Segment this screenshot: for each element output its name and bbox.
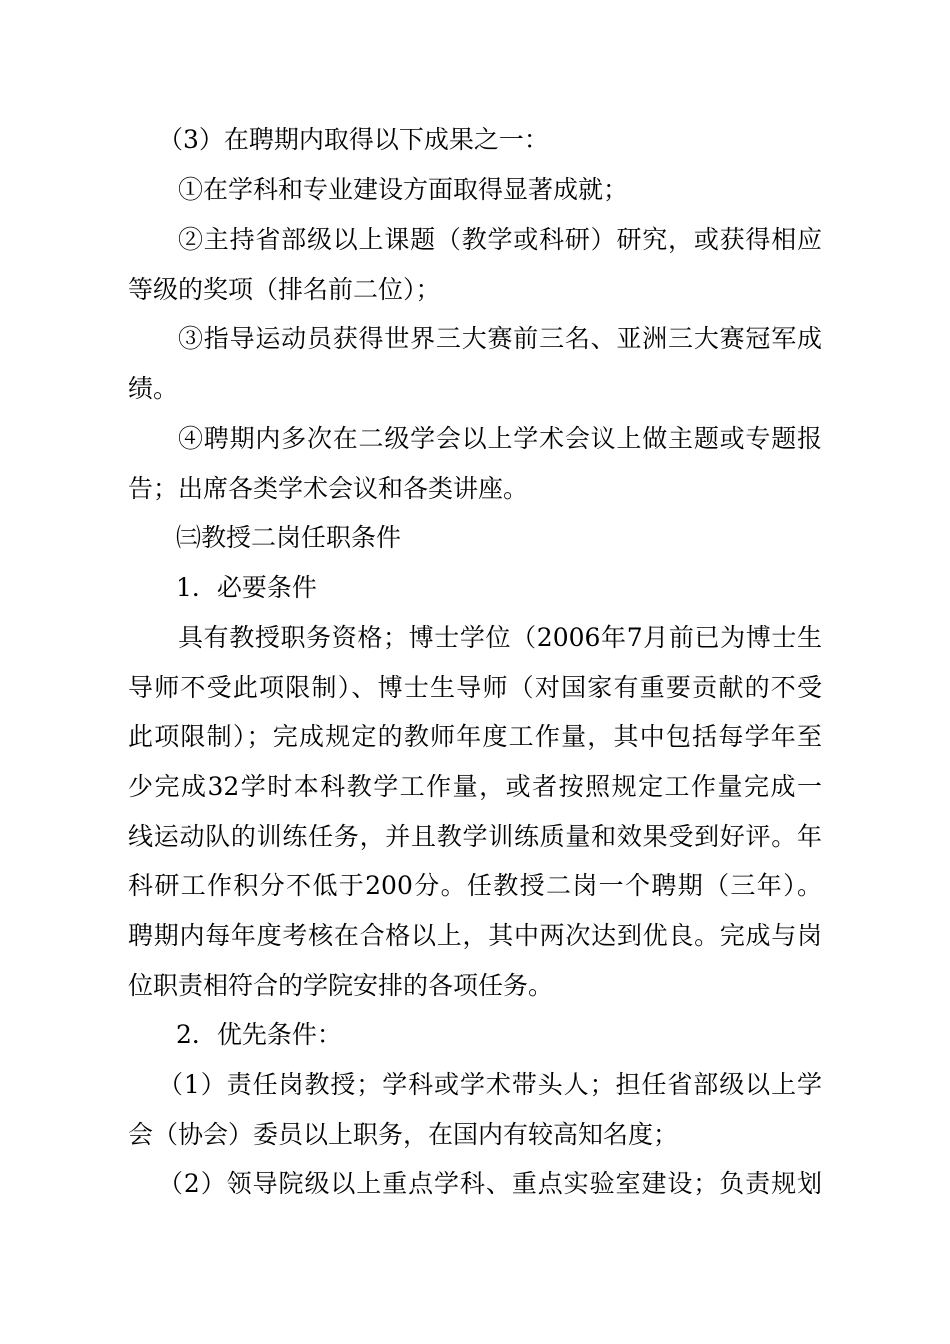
text-line: ①在学科和专业建设方面取得显著成就； [178,175,629,204]
text-line: 位职责相符合的学院安排的各项任务。 [128,971,554,1000]
text-line: 少完成32学时本科教学工作量，或者按照规定工作量完成一 [128,772,822,801]
text-line: 科研工作积分不低于200分。任教授二岗一个聘期（三年）。 [128,871,822,900]
text-line: （3）在聘期内取得以下成果之一： [158,125,549,154]
subsection-heading: 1．必要条件 [176,573,317,602]
section-heading: ㈢教授二岗任职条件 [176,523,402,552]
text-line: 会（协会）委员以上职务，在国内有较高知名度； [128,1120,679,1149]
text-line: （2）领导院级以上重点学科、重点实验室建设；负责规划 [158,1169,822,1198]
text-line: 等级的奖项（排名前二位）； [128,275,441,304]
text-line: 线运动队的训练任务，并且教学训练质量和效果受到好评。年 [128,822,822,851]
text-line: ②主持省部级以上课题（教学或科研）研究，或获得相应 [178,225,822,254]
text-line: ③指导运动员获得世界三大赛前三名、亚洲三大赛冠军成 [178,324,822,353]
text-line: ④聘期内多次在二级学会以上学术会议上做主题或专题报 [178,424,822,453]
text-line: 聘期内每年度考核在合格以上，其中两次达到优良。完成与岗 [128,921,822,950]
text-line: 告；出席各类学术会议和各类讲座。 [128,474,529,503]
text-line: 具有教授职务资格；博士学位（2006年7月前已为博士生 [178,623,822,652]
text-line: 导师不受此项限制）、博士生导师（对国家有重要贡献的不受 [128,673,822,702]
subsection-heading: 2．优先条件： [176,1020,342,1049]
text-line: 此项限制）；完成规定的教师年度工作量，其中包括每学年至 [128,722,822,751]
text-line: （1）责任岗教授；学科或学术带头人；担任省部级以上学 [158,1070,822,1099]
text-line: 绩。 [128,374,179,403]
